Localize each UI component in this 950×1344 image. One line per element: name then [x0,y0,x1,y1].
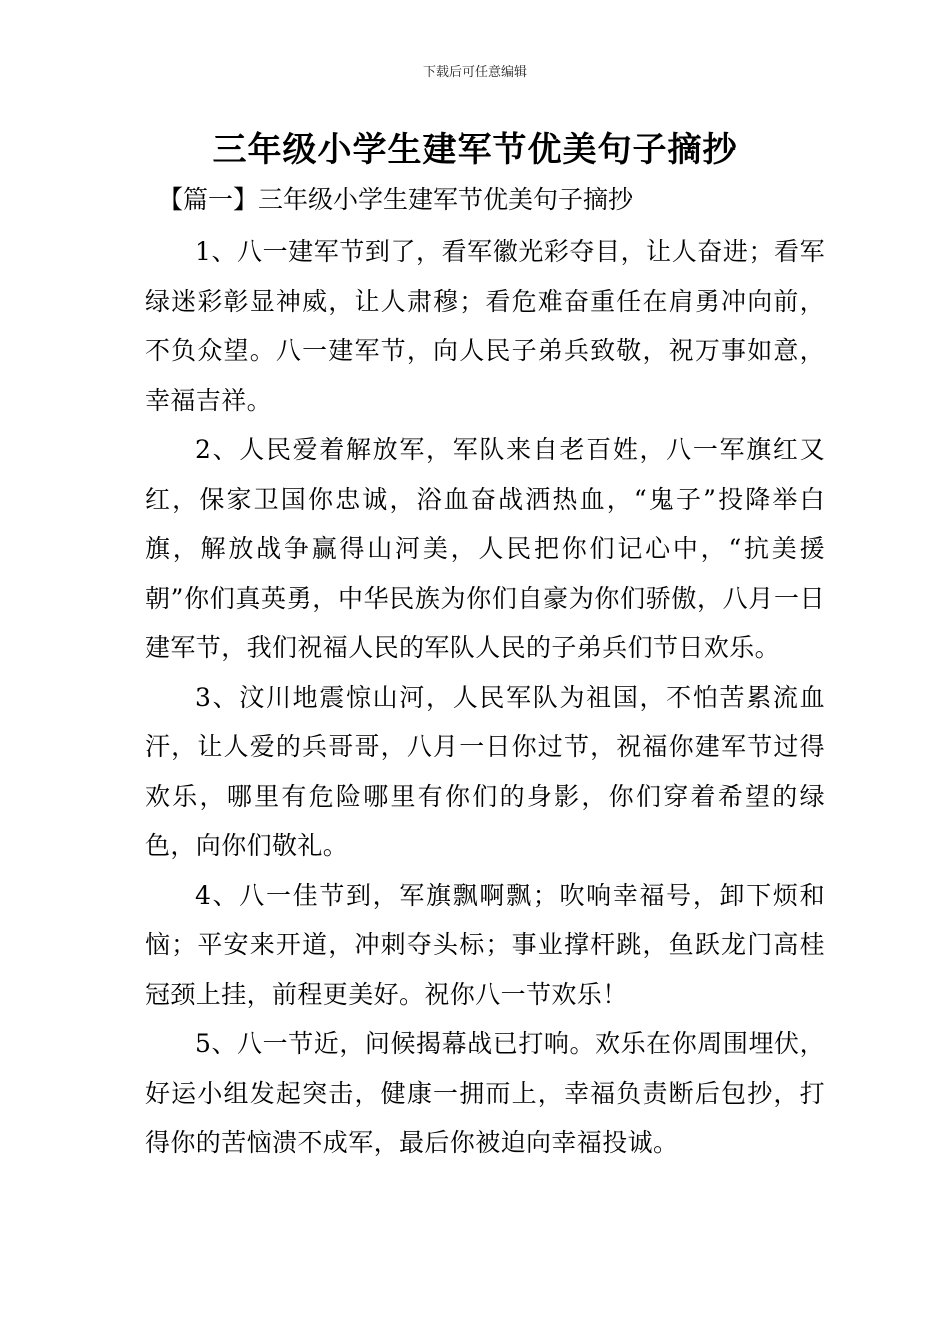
paragraph-4: 4、八一佳节到，军旗飘啊飘；吹响幸福号，卸下烦和恼；平安来开道，冲刺夺头标；事业撑杆跳，鱼跃龙门高桂冠颈上挂，前程更美好。祝你八一节欢乐！ [145,880,825,1009]
paragraph-2: 2、人民爱着解放军，军队来自老百姓，八一军旗红又红，保家卫国你忠诚，浴血奋战洒热血，“鬼子”投降举白旗，解放战争赢得山河美，人民把你们记心中，“抗美援朝”你们真英勇，中华民族为你们自豪为你们骄傲，八月一日建军节，我们祝福人民的军队人民的子弟兵们节日欢乐。 [145,435,825,662]
paragraph-3: 3、汶川地震惊山河，人民军队为祖国，不怕苦累流血汗，让人爱的兵哥哥，八月一日你过节，祝福你建军节过得欢乐，哪里有危险哪里有你们的身影，你们穿着希望的绿色，向你们敬礼。 [145,682,825,860]
paragraph-5: 5、八一节近，问候揭幕战已打响。欢乐在你周围埋伏，好运小组发起突击，健康一拥而上，幸福负责断后包抄，打得你的苦恼溃不成军，最后你被迫向幸福投诚。 [145,1029,825,1157]
paragraph-1: 1、八一建军节到了，看军徽光彩夺目，让人奋进；看军绿迷彩彰显神威，让人肃穆；看危难奋重任在肩勇冲向前，不负众望。八一建军节，向人民子弟兵致敬，祝万事如意，幸福吉祥。 [145,237,825,415]
section-heading: 【篇一】三年级小学生建军节优美句子摘抄 [158,185,634,214]
document-title: 三年级小学生建军节优美句子摘抄 [212,130,738,170]
body-text [145,227,825,1168]
header-note: 下载后可任意编辑 [422,65,527,80]
